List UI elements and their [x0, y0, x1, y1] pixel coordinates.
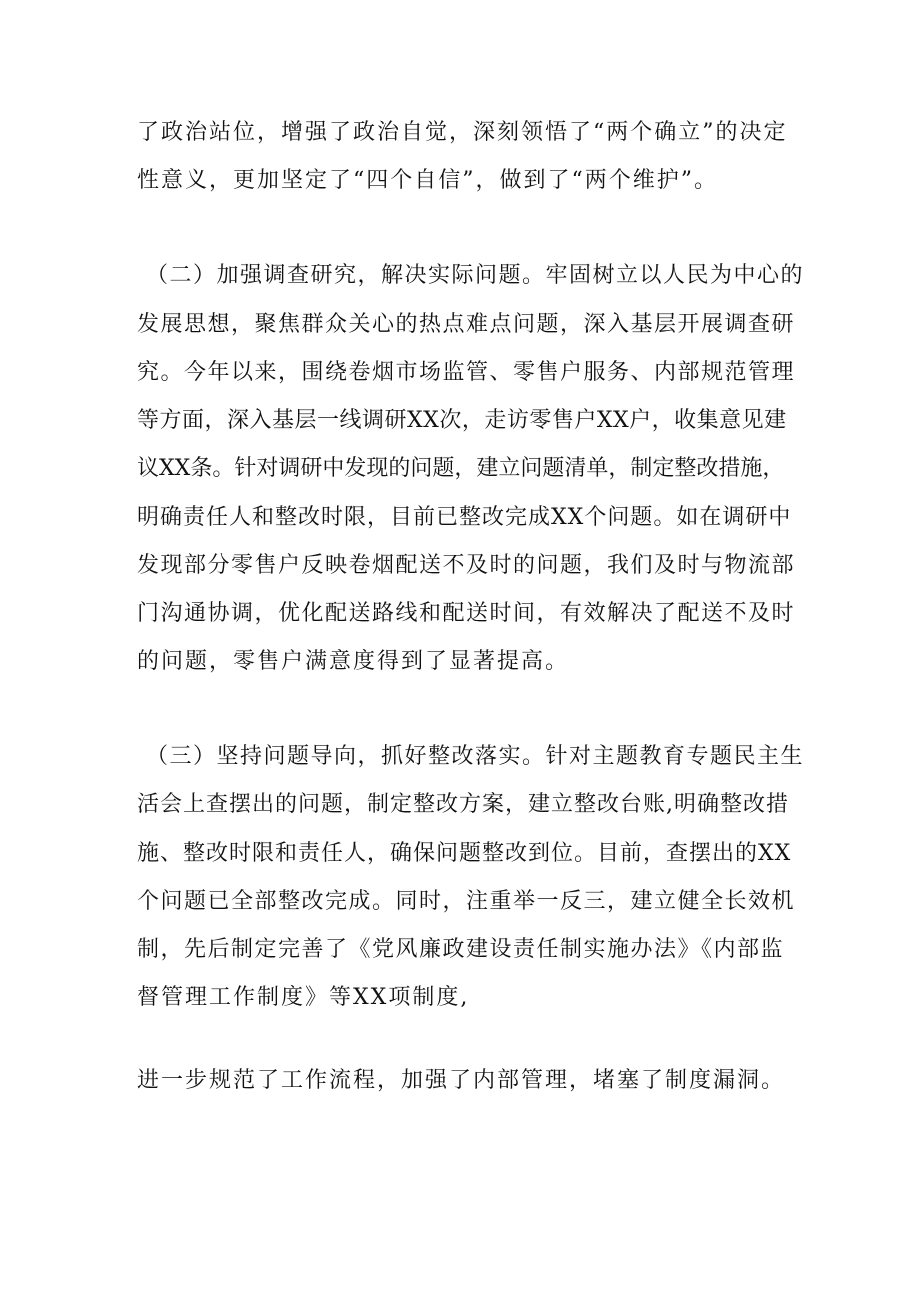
text-line: 活会上查摆出的问题，制定整改方案，建立整改台账,明确整改措	[137, 792, 789, 817]
text-line: 性意义，更加坚定了“四个自信”，做到了“两个维护”。	[137, 168, 718, 193]
section-heading-line: （三）坚持问题导向，抓好整改落实。针对主题教育专题民主生	[146, 744, 805, 769]
text-line: 究。今年以来，围绕卷烟市场监管、零售户服务、内部规范管理	[137, 360, 796, 385]
text-line: 明确责任人和整改时限，目前已整改完成XX个问题。如在调研中	[137, 505, 792, 530]
text-line: 等方面，深入基层一线调研XX次，走访零售户XX户，收集意见建	[137, 408, 787, 433]
text-line: 制，先后制定完善了《党风廉政建设责任制实施办法》《内部监	[137, 937, 785, 962]
text-line: 发展思想，聚焦群众关心的热点难点问题，深入基层开展调查研	[137, 312, 796, 337]
text-line: 门沟通协调，优化配送路线和配送时间，有效解决了配送不及时	[137, 601, 796, 626]
text-line: 进一步规范了工作流程，加强了内部管理，堵塞了制度漏洞。	[137, 1068, 786, 1093]
section-heading-line: （二）加强调查研究，解决实际问题。牢固树立以人民为中心的	[146, 263, 805, 288]
text-line: 的问题，零售户满意度得到了显著提高。	[137, 649, 570, 674]
text-line: 个问题已全部整改完成。同时，注重举一反三，建立健全长效机	[137, 889, 796, 914]
text-line: 督管理工作制度》等XX项制度,	[137, 985, 470, 1010]
text-line: 议XX条。针对调研中发现的问题，建立问题清单，制定整改措施，	[137, 456, 785, 481]
text-line: 发现部分零售户反映卷烟配送不及时的问题，我们及时与物流部	[137, 553, 796, 578]
text-line: 施、整改时限和责任人，确保问题整改到位。目前，查摆出的XX	[137, 841, 792, 866]
text-line: 了政治站位，增强了政治自觉，深刻领悟了“两个确立”的决定	[137, 120, 788, 145]
